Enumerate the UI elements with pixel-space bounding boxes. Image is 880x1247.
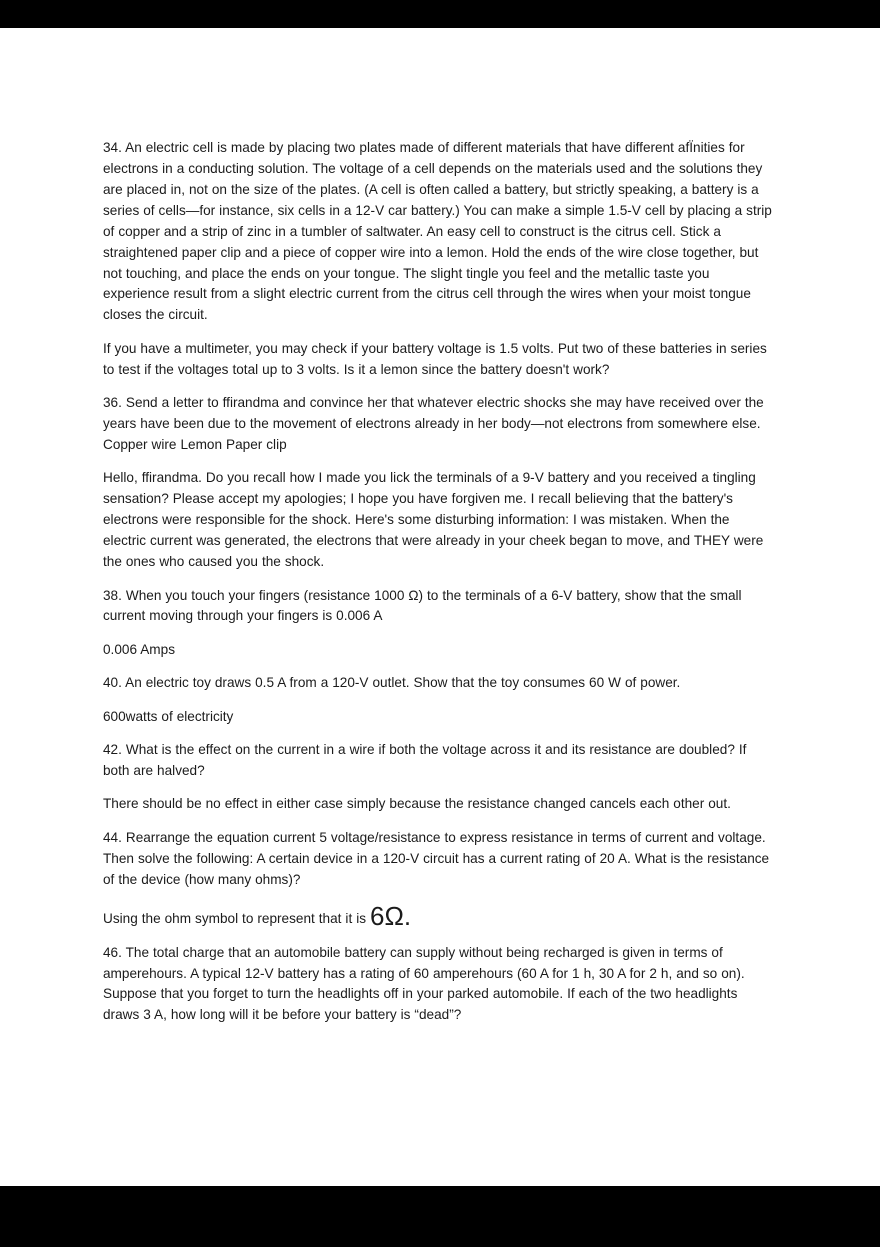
paragraph-question-42: 42. What is the effect on the current in a wire if both the voltage across it and its resistance are doubled? If both are halved? xyxy=(103,742,747,779)
paragraph-answer-44 xyxy=(103,903,776,930)
bottom-black-bar xyxy=(0,1186,880,1247)
paragraph-question-44: 44. Rearrange the equation current 5 voltage/resistance to express resistance in terms of current and voltage. Then solve the following: A certain device in a 120-V circuit has a current rating of 20 A. What is the resistance of the device (how many ohms)? xyxy=(103,829,770,887)
top-black-bar xyxy=(0,0,880,28)
paragraph-question-34: 34. An electric cell is made by placing two plates made of different materials that have different afÏnities for electrons in a conducting solution. The voltage of a cell depends on the materials used and the solutions they are placed in, not on the size of the plates. (A cell is often called a battery, but strictly speaking, a battery is a series of cells—for instance, six cells in a 12-V car battery.) You can make a simple 1.5-V cell by placing a strip of copper and a strip of zinc in a tumbler of saltwater. An easy cell to construct is the citrus cell. Stick a straightened paper clip and a piece of copper wire into a lemon. Hold the ends of the wire close together, but not touching, and place the ends on your tongue. The slight tingle you feel and the metallic taste you experience result from a slight electric current from the citrus cell through the wires when your moist tongue closes the circuit. xyxy=(103,140,772,323)
paragraph-question-36: 36. Send a letter to ffirandma and convince her that whatever electric shocks she may have received over the years have been due to the movement of electrons already in her body—not electrons from somewhere else. Copper wire Lemon Paper clip xyxy=(103,395,764,452)
paragraph-answer-34: If you have a multimeter, you may check if your battery voltage is 1.5 volts. Put two of these batteries in series to test if the voltages total up to 3 volts. Is it a lemon since the battery doesn't work? xyxy=(103,340,767,377)
paragraph-question-38: 38. When you touch your fingers (resistance 1000 Ω) to the terminals of a 6-V battery, show that the small current moving through your fingers is 0.006 A xyxy=(103,587,742,624)
paragraph-answer-42: There should be no effect in either case simply because the resistance changed cancels each other out. xyxy=(103,796,731,812)
ohm-symbol-large: 6Ω. xyxy=(370,901,412,932)
paragraph-question-40: 40. An electric toy draws 0.5 A from a 120-V outlet. Show that the toy consumes 60 W of power. xyxy=(103,675,681,691)
document-page xyxy=(0,28,880,1186)
paragraph-answer-36: Hello, ffirandma. Do you recall how I made you lick the terminals of a 9-V battery and you received a tingling sensation? Please accept my apologies; I hope you have forgiven me. I recall believing that the battery's electrons were responsible for the shock. Here's some disturbing information: I was mistaken. When the electric current was generated, the electrons that were already in your cheek began to move, and THEY were the ones who caused you the shock. xyxy=(103,470,764,570)
paragraph-answer-40: 600watts of electricity xyxy=(103,708,234,724)
answer-44-text: Using the ohm symbol to represent that it is xyxy=(103,911,370,927)
paragraph-question-46: 46. The total charge that an automobile battery can supply without being recharged is given in terms of amperehours. A typical 12-V battery has a rating of 60 amperehours (60 A for 1 h, 30 A for 2 h, and so on). Suppose that you forget to turn the headlights off in your parked automobile. If each of the two headlights draws 3 A, how long will it be before your battery is “dead”? xyxy=(103,944,745,1023)
paragraph-answer-38: 0.006 Amps xyxy=(103,641,175,657)
